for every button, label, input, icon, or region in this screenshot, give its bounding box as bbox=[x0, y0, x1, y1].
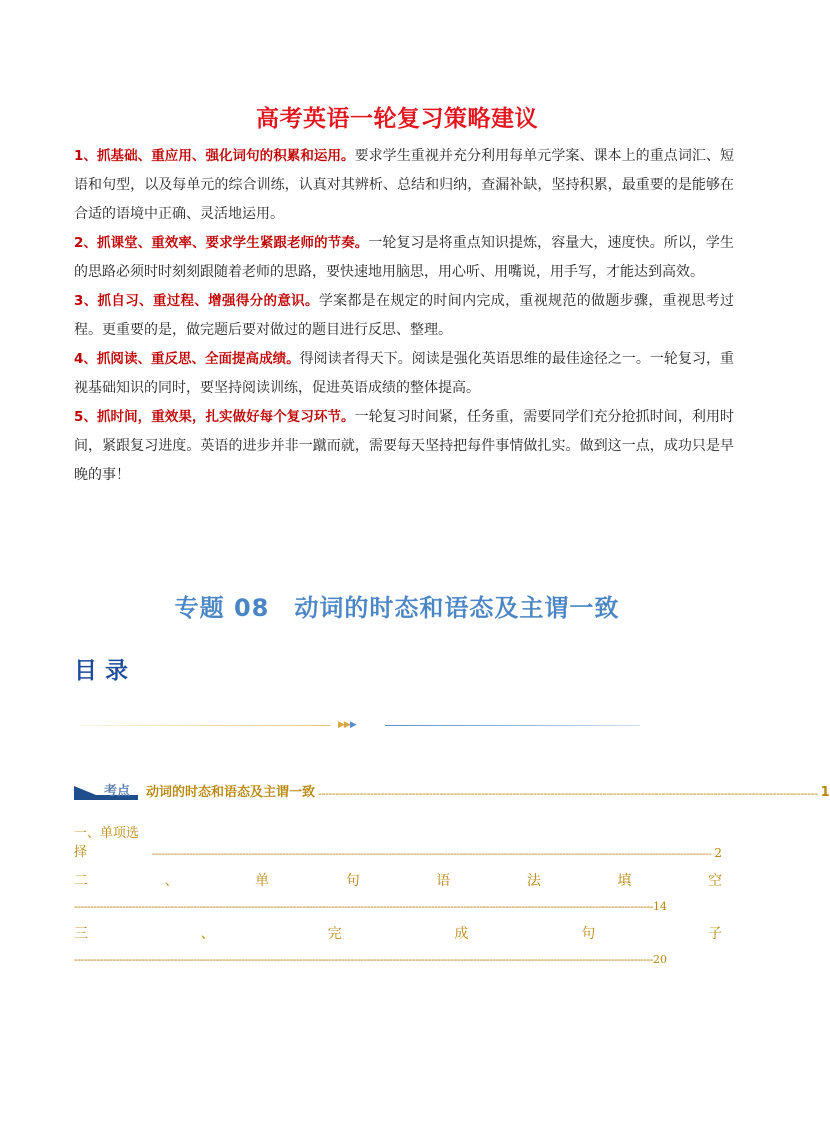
toc-char: 语 bbox=[436, 873, 451, 889]
toc-leader: ------------------------------------------------------------------------------------------------------------------------------------------------ bbox=[318, 787, 818, 800]
toc-page-number: 2 bbox=[714, 846, 722, 860]
toc-heading: 目录 bbox=[74, 658, 136, 684]
tip-heading: 2、抓课堂、重效率、要求学生紧跟老师的节奏。 bbox=[74, 235, 369, 251]
toc-page-number: 14 bbox=[653, 900, 668, 913]
toc-entry-label-spread bbox=[74, 870, 722, 890]
toc-leader: ------------------------------------------------------------------------------------------------------------------------------------------------------------------------------------ bbox=[74, 900, 654, 913]
badge-flag-icon bbox=[74, 786, 96, 795]
kaodian-badge bbox=[74, 778, 138, 800]
divider-line-right bbox=[385, 725, 640, 726]
toc-char: 空 bbox=[707, 873, 722, 889]
kaodian-badge-text: 考点 bbox=[104, 784, 131, 799]
tip-heading: 5、抓时间，重效果，扎实做好每个复习环节。 bbox=[74, 409, 355, 425]
toc-char: 成 bbox=[454, 926, 469, 942]
tip-2 bbox=[74, 229, 734, 287]
table-of-contents bbox=[74, 776, 830, 966]
toc-entry-label: 动词的时态和语态及主谓一致 bbox=[146, 785, 316, 800]
tip-3 bbox=[74, 287, 734, 345]
toc-leader-line bbox=[74, 953, 668, 966]
tip-heading: 3、抓自习、重过程、增强得分的意识。 bbox=[74, 293, 319, 309]
tip-body: 得阅读者得天下。阅读是强化英语思维的最佳途径之一。一轮复习，重视基础知识的同时，要坚持阅读训练，促进英语成绩的整体提高。 bbox=[74, 351, 734, 396]
toc-char: 单 bbox=[255, 873, 270, 889]
divider-line-left bbox=[80, 725, 330, 726]
toc-leader-line bbox=[74, 900, 668, 913]
toc-entry-section-3[interactable] bbox=[74, 923, 722, 966]
tip-body: 要求学生重视并充分利用每单元学案、课本上的重点词汇、短语和句型，以及每单元的综合训练，认真对其辨析、总结和归纳，查漏补缺，坚持积累，最重要的是能够在合适的语境中正确、灵活地运用。 bbox=[74, 148, 734, 222]
toc-char: 法 bbox=[526, 873, 541, 889]
toc-char: 三 bbox=[74, 926, 88, 942]
tip-body: 一轮复习是将重点知识提炼，容量大，速度快。所以，学生的思路必须时时刻刻跟随着老师的思路，要快速地用脑思，用心听、用嘴说，用手写，才能达到高效。 bbox=[74, 235, 734, 280]
toc-char: 填 bbox=[617, 873, 632, 889]
toc-entry-section-1[interactable] bbox=[74, 822, 722, 860]
tip-4 bbox=[74, 345, 734, 403]
toc-char: 、 bbox=[164, 873, 179, 889]
toc-entry-label-spread bbox=[74, 923, 722, 943]
tip-1 bbox=[74, 142, 734, 229]
toc-page-number: 20 bbox=[653, 953, 668, 966]
toc-page-number: 1 bbox=[820, 785, 830, 800]
toc-char: 、 bbox=[200, 926, 215, 942]
toc-entry-label: 一、单项选择 bbox=[74, 826, 140, 860]
decorative-divider bbox=[80, 718, 640, 732]
toc-entry-kaodian[interactable] bbox=[74, 776, 830, 800]
tip-body: 一轮复习时间紧，任务重，需要同学们充分抢抓时间，利用时间，紧跟复习进度。英语的进步并非一蹴而就，需要每天坚持把每件事情做扎实。做到这一点，成功只是早晚的事！ bbox=[74, 409, 734, 483]
toc-char: 句 bbox=[581, 926, 596, 942]
tip-body: 学案都是在规定的时间内完成，重视规范的做题步骤，重视思考过程。更重要的是，做完题后要对做过的题目进行反思、整理。 bbox=[74, 293, 734, 338]
triple-arrow-icon: ▶▶▶ bbox=[338, 720, 356, 730]
toc-entry-section-2[interactable] bbox=[74, 870, 722, 913]
tip-5 bbox=[74, 403, 734, 490]
toc-char: 句 bbox=[345, 873, 360, 889]
main-title: 高考英语一轮复习策略建议 bbox=[256, 106, 538, 132]
toc-leader: ------------------------------------------------------------------------------------------------------------------------------------------------------------------------------------ bbox=[74, 953, 654, 966]
toc-char: 二 bbox=[74, 873, 88, 889]
topic-title: 专题 08 动词的时态和语态及主谓一致 bbox=[174, 594, 620, 622]
strategy-tips bbox=[74, 142, 734, 490]
toc-leader: ------------------------------------------------------------------------------------------------------------------------------------------------------------------------------------ bbox=[151, 849, 712, 860]
toc-char: 子 bbox=[707, 926, 722, 942]
tip-heading: 4、抓阅读、重反思、全面提高成绩。 bbox=[74, 351, 300, 367]
toc-char: 完 bbox=[327, 926, 342, 942]
tip-heading: 1、抓基础、重应用、强化词句的积累和运用。 bbox=[74, 148, 355, 164]
